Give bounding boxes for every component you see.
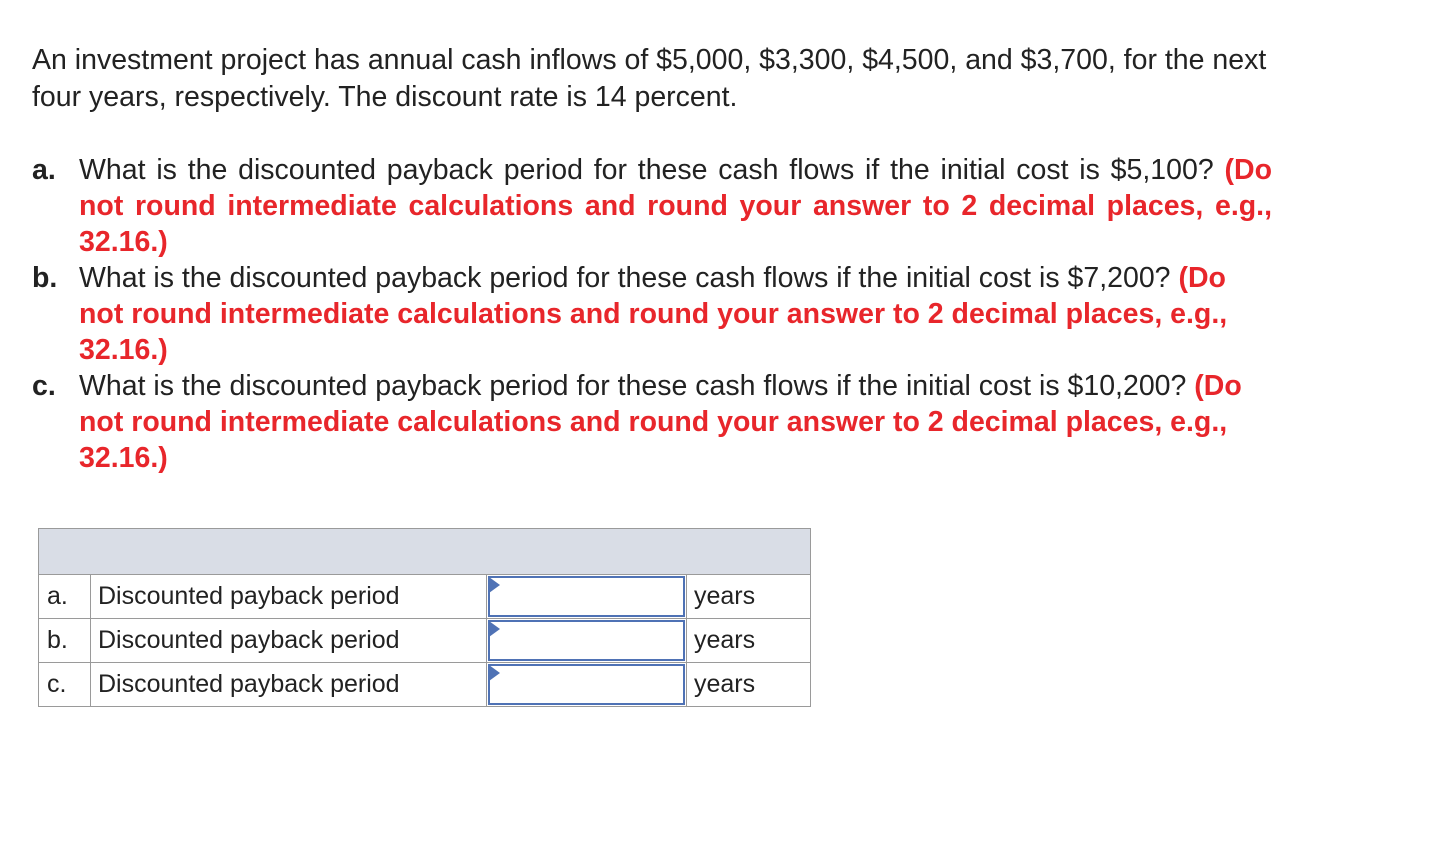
row-unit: years bbox=[687, 619, 811, 663]
question-b bbox=[32, 260, 1272, 368]
question-text: What is the discounted payback period for these cash flows if the initial cost is $7,200? bbox=[79, 262, 1171, 294]
question-letter: a. bbox=[32, 154, 56, 186]
row-letter: a. bbox=[39, 575, 91, 619]
answer-input-b[interactable] bbox=[488, 620, 685, 661]
row-letter: c. bbox=[39, 663, 91, 707]
header-cell bbox=[39, 529, 811, 575]
question-a bbox=[32, 152, 1272, 260]
answer-input-a[interactable] bbox=[488, 576, 685, 617]
row-unit: years bbox=[687, 663, 811, 707]
row-unit: years bbox=[687, 575, 811, 619]
row-letter: b. bbox=[39, 619, 91, 663]
answer-table-header bbox=[39, 529, 811, 575]
answer-cell bbox=[487, 619, 687, 663]
row-label: Discounted payback period bbox=[91, 663, 487, 707]
row-label: Discounted payback period bbox=[91, 619, 487, 663]
table-row bbox=[39, 575, 811, 619]
answer-table bbox=[38, 528, 811, 707]
question-body bbox=[79, 260, 1272, 368]
rounding-instruction: (Do not round intermediate calculations and round your answer to 2 decimal places, e.g., 32.16.) bbox=[79, 370, 1242, 474]
rounding-instruction: (Do not round intermediate calculations and round your answer to 2 decimal places, e.g., 32.16.) bbox=[79, 154, 1272, 258]
question-list bbox=[32, 152, 1272, 476]
table-row bbox=[39, 619, 811, 663]
row-label: Discounted payback period bbox=[91, 575, 487, 619]
question-body bbox=[79, 152, 1272, 260]
question-c bbox=[32, 368, 1272, 476]
answer-cell bbox=[487, 663, 687, 707]
question-text: What is the discounted payback period for these cash flows if the initial cost is $5,100? bbox=[79, 154, 1214, 186]
problem-statement: An investment project has annual cash inflows of $5,000, $3,300, $4,500, and $3,700, for the next four years, respectively. The discount rate is 14 percent. bbox=[32, 44, 1267, 113]
table-row bbox=[39, 663, 811, 707]
question-letter: b. bbox=[32, 262, 58, 294]
answer-input-c[interactable] bbox=[488, 664, 685, 705]
rounding-instruction: (Do not round intermediate calculations and round your answer to 2 decimal places, e.g., 32.16.) bbox=[79, 262, 1228, 366]
question-body bbox=[79, 368, 1272, 476]
question-letter: c. bbox=[32, 370, 56, 402]
answer-cell bbox=[487, 575, 687, 619]
question-text: What is the discounted payback period for these cash flows if the initial cost is $10,200? bbox=[79, 370, 1187, 402]
